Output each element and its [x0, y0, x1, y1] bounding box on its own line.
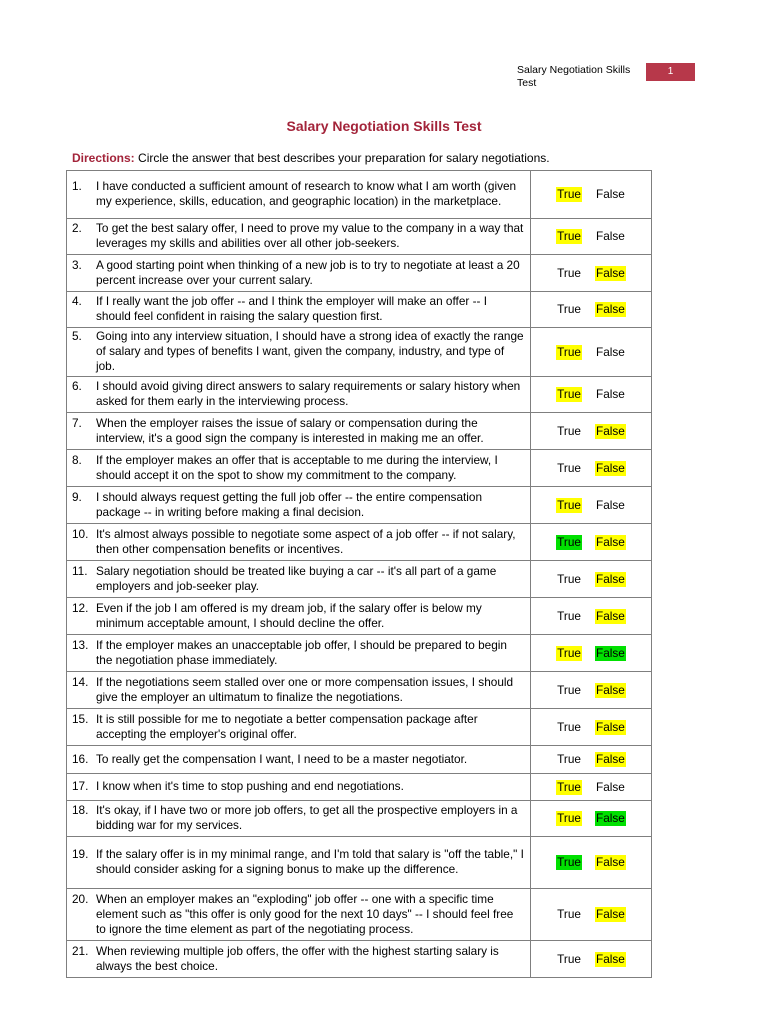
question-text: When the employer raises the issue of salary or compensation during the interview, it's a good sign the company is interested in making me an offer. [96, 415, 484, 445]
answer-false[interactable]: False [595, 534, 625, 549]
answer-true[interactable]: True [557, 571, 581, 586]
answer-cell [531, 635, 652, 672]
answer-false[interactable]: False [595, 811, 625, 825]
page-title: Salary Negotiation Skills Test [286, 118, 482, 134]
question-text: If the negotiations seem stalled over one or more compensation issues, I should give the employer an ultimatum to finalize the negotiations. [96, 674, 514, 704]
answer-false[interactable]: False [595, 187, 625, 201]
question-number: 14. [72, 674, 89, 689]
question-text: When an employer makes an "exploding" job offer -- one with a specific time element such as "this offer is only good for the next 10 days" -- I should feel free to ignore the time element as part of the negotiating process. [96, 891, 514, 936]
question-row [67, 487, 652, 524]
answer-false[interactable]: False [595, 571, 625, 586]
answer-true[interactable]: True [557, 265, 581, 280]
answer-cell [531, 487, 652, 524]
answer-true[interactable]: True [557, 907, 581, 921]
question-row [67, 635, 652, 672]
answer-true[interactable]: True [557, 645, 581, 660]
answer-true[interactable]: True [557, 460, 581, 475]
answer-false[interactable]: False [595, 344, 625, 359]
answer-true[interactable]: True [557, 387, 581, 401]
question-row [67, 746, 652, 774]
header-doc-title: Salary Negotiation Skills Test [517, 64, 631, 89]
answer-cell [531, 774, 652, 801]
answer-cell [531, 561, 652, 598]
question-text: Even if the job I am offered is my dream job, if the salary offer is below my minimum acceptable amount, I should decline the offer. [96, 600, 482, 630]
question-cell [67, 561, 531, 598]
answer-cell [531, 219, 652, 255]
answer-false[interactable]: False [595, 719, 625, 734]
answer-true[interactable]: True [557, 779, 581, 794]
question-number: 16. [72, 751, 89, 766]
question-cell [67, 413, 531, 450]
answer-cell [531, 941, 652, 978]
question-text: To get the best salary offer, I need to prove my value to the company in a way that leverages my skills and abilities over all other job-seekers. [96, 221, 524, 250]
answer-cell [531, 171, 652, 219]
question-row [67, 450, 652, 487]
question-cell [67, 774, 531, 801]
question-row [67, 171, 652, 219]
question-number: 12. [72, 600, 89, 615]
question-number: 19. [72, 847, 89, 861]
answer-true[interactable]: True [557, 534, 581, 549]
answer-false[interactable]: False [595, 460, 625, 475]
answer-cell [531, 328, 652, 377]
question-cell [67, 837, 531, 889]
answer-cell [531, 801, 652, 837]
question-row [67, 328, 652, 377]
question-row [67, 561, 652, 598]
answer-false[interactable]: False [595, 907, 625, 921]
question-cell [67, 941, 531, 978]
answer-true[interactable]: True [557, 187, 581, 201]
answer-cell [531, 377, 652, 413]
question-number: 5. [72, 329, 82, 343]
question-text: It's okay, if I have two or more job offers, to get all the prospective employers in a bidding war for my services. [96, 803, 518, 832]
answer-true[interactable]: True [557, 682, 581, 697]
question-row [67, 774, 652, 801]
question-text: Going into any interview situation, I should have a strong idea of exactly the range of salary and types of benefits I want, given the company, industry, and type of job. [96, 329, 524, 373]
answer-true[interactable]: True [557, 497, 581, 512]
answer-true[interactable]: True [557, 608, 581, 623]
question-cell [67, 672, 531, 709]
question-cell [67, 635, 531, 672]
question-text: To really get the compensation I want, I need to be a master negotiator. [96, 751, 468, 766]
answer-cell [531, 524, 652, 561]
answer-cell [531, 450, 652, 487]
question-number: 13. [72, 637, 89, 652]
directions-text: Circle the answer that best describes your preparation for salary negotiations. [138, 151, 550, 165]
question-text: It's almost always possible to negotiate some aspect of a job offer -- if not salary, then other compensation benefits or incentives. [96, 526, 516, 556]
answer-false[interactable]: False [595, 497, 625, 512]
question-number: 7. [72, 415, 82, 430]
answer-false[interactable]: False [595, 608, 625, 623]
answer-cell [531, 292, 652, 328]
answer-true[interactable]: True [557, 423, 581, 438]
answer-cell [531, 598, 652, 635]
page-number-badge: 1 [646, 63, 695, 81]
question-text: It is still possible for me to negotiate a better compensation package after accepting the employer's original offer. [96, 711, 478, 741]
directions [72, 151, 550, 165]
answer-false[interactable]: False [595, 682, 625, 697]
question-row [67, 889, 652, 941]
question-row [67, 837, 652, 889]
question-cell [67, 292, 531, 328]
question-cell [67, 255, 531, 292]
answer-cell [531, 672, 652, 709]
question-number: 18. [72, 803, 89, 817]
question-cell [67, 487, 531, 524]
question-text: When reviewing multiple job offers, the offer with the highest starting salary is always the best choice. [96, 943, 499, 973]
question-cell [67, 328, 531, 377]
question-number: 4. [72, 294, 82, 308]
question-number: 1. [72, 179, 82, 193]
answer-false[interactable]: False [595, 387, 625, 401]
question-row [67, 709, 652, 746]
answer-true[interactable]: True [557, 719, 581, 734]
question-cell [67, 746, 531, 774]
answer-false[interactable]: False [595, 229, 625, 243]
answer-true[interactable]: True [557, 811, 581, 825]
question-row [67, 598, 652, 635]
answer-cell [531, 709, 652, 746]
quiz-body [67, 171, 652, 978]
question-text: I should always request getting the full job offer -- the entire compensation package -- in writing before making a final decision. [96, 489, 483, 519]
question-cell [67, 709, 531, 746]
answer-false[interactable]: False [595, 302, 625, 316]
answer-false[interactable]: False [595, 779, 625, 794]
answer-cell [531, 889, 652, 941]
answer-false[interactable]: False [595, 951, 625, 966]
answer-true[interactable]: True [557, 951, 581, 966]
question-cell [67, 889, 531, 941]
answer-false[interactable]: False [595, 752, 625, 766]
question-cell [67, 450, 531, 487]
answer-false[interactable]: False [595, 645, 625, 660]
question-text: I should avoid giving direct answers to salary requirements or salary history when asked for them early in the interviewing process. [96, 379, 521, 408]
question-row [67, 377, 652, 413]
answer-false[interactable]: False [595, 423, 625, 438]
answer-cell [531, 413, 652, 450]
question-cell [67, 598, 531, 635]
question-number: 8. [72, 452, 82, 467]
question-text: I know when it's time to stop pushing and end negotiations. [96, 779, 404, 793]
question-text: I have conducted a sufficient amount of research to know what I am worth (given my experience, skills, education, and geographic location) in the marketplace. [96, 179, 517, 208]
answer-false[interactable]: False [595, 855, 625, 869]
question-row [67, 672, 652, 709]
question-row [67, 413, 652, 450]
question-number: 11. [72, 563, 88, 578]
question-row [67, 524, 652, 561]
question-cell [67, 219, 531, 255]
question-cell [67, 801, 531, 837]
question-row [67, 219, 652, 255]
question-row [67, 801, 652, 837]
question-cell [67, 524, 531, 561]
question-number: 6. [72, 379, 82, 393]
question-row [67, 941, 652, 978]
question-number: 21. [72, 943, 89, 958]
question-number: 17. [72, 779, 89, 793]
answer-true[interactable]: True [557, 855, 581, 869]
question-text: If the salary offer is in my minimal range, and I'm told that salary is "off the table," I should consider asking for a signing bonus to make up the difference. [96, 847, 524, 876]
answer-true[interactable]: True [557, 302, 581, 316]
question-number: 2. [72, 221, 82, 235]
question-cell [67, 171, 531, 219]
answer-true[interactable]: True [557, 752, 581, 766]
question-text: A good starting point when thinking of a new job is to try to negotiate at least a 20 percent increase over your current salary. [96, 257, 520, 287]
question-number: 15. [72, 711, 89, 726]
question-row [67, 255, 652, 292]
question-number: 3. [72, 257, 82, 272]
quiz-table [66, 170, 652, 978]
question-number: 20. [72, 891, 89, 906]
answer-true[interactable]: True [557, 229, 581, 243]
question-number: 9. [72, 489, 82, 504]
answer-true[interactable]: True [557, 344, 581, 359]
question-number: 10. [72, 526, 89, 541]
answer-false[interactable]: False [595, 265, 625, 280]
answer-cell [531, 746, 652, 774]
answer-cell [531, 255, 652, 292]
answer-cell [531, 837, 652, 889]
question-text: If the employer makes an unacceptable job offer, I should be prepared to begin the negotiation phase immediately. [96, 637, 507, 667]
question-text: Salary negotiation should be treated like buying a car -- it's all part of a game employers and job-seeker play. [96, 563, 497, 593]
question-text: If the employer makes an offer that is acceptable to me during the interview, I should accept it on the spot to show my commitment to the company. [96, 452, 498, 482]
question-cell [67, 377, 531, 413]
directions-label: Directions: [72, 151, 135, 165]
question-row [67, 292, 652, 328]
question-text: If I really want the job offer -- and I think the employer will make an offer -- I should feel confident in raising the salary question first. [96, 294, 488, 323]
